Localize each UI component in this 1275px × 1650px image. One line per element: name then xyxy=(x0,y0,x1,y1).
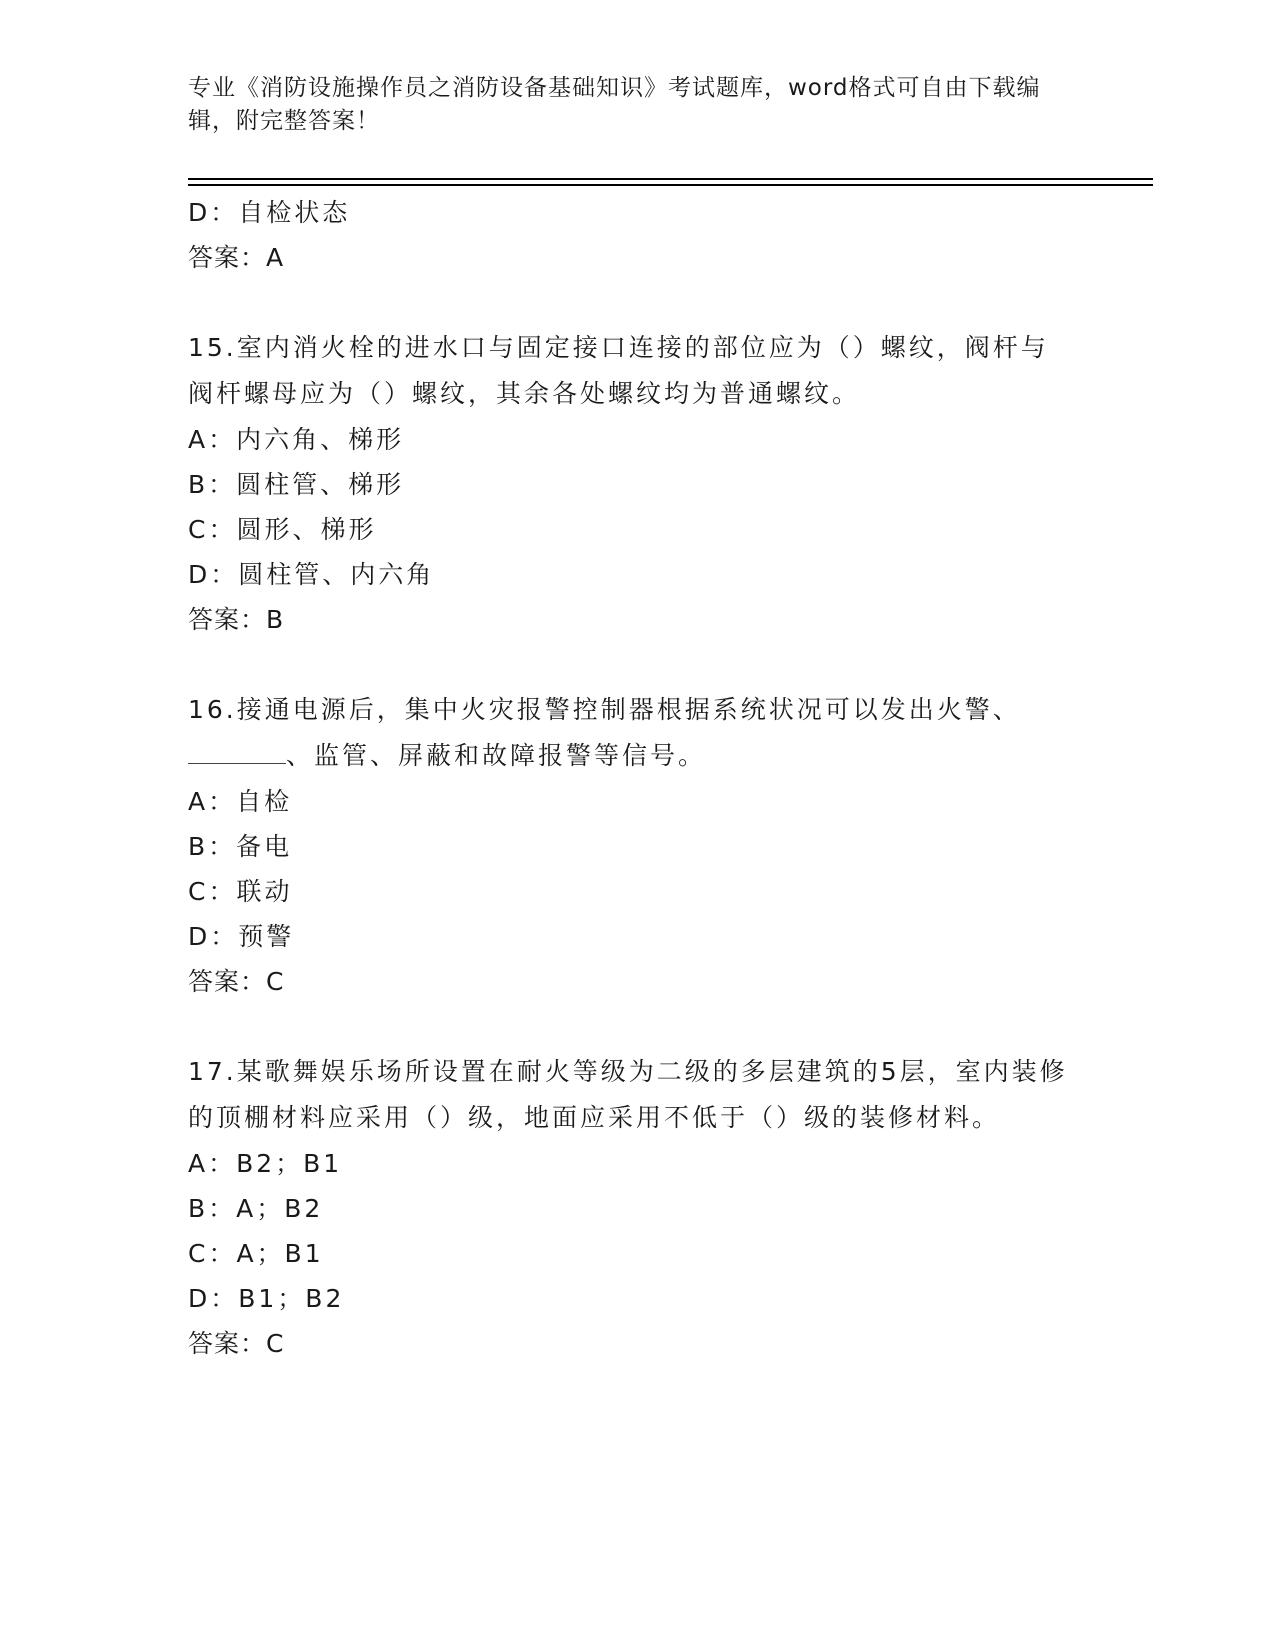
header-rule-bottom xyxy=(188,184,1153,186)
answer-line: 答案：A xyxy=(188,243,285,272)
option-b: B：备电 xyxy=(188,832,293,861)
option-c: C：圆形、梯形 xyxy=(188,515,377,544)
header-rule-top xyxy=(188,178,1153,180)
option-a: A：B2；B1 xyxy=(188,1149,343,1178)
question-stem xyxy=(188,687,1068,779)
spacer xyxy=(188,280,1088,325)
option-d: D：预警 xyxy=(188,922,295,951)
answer-line: 答案：B xyxy=(188,605,285,634)
option-a: A：自检 xyxy=(188,787,293,816)
fill-in-blank xyxy=(188,741,286,764)
question-stem: 17.某歌舞娱乐场所设置在耐火等级为二级的多层建筑的5层，室内装修的顶棚材料应采用（）级，地面应采用不低于（）级的装修材料。 xyxy=(188,1057,1068,1132)
question-16 xyxy=(188,687,1088,1004)
option-d: D：自检状态 xyxy=(188,198,351,227)
question-stem: 15.室内消火栓的进水口与固定接口连接的部位应为（）螺纹，阀杆与阀杆螺母应为（）螺纹，其余各处螺纹均为普通螺纹。 xyxy=(188,333,1049,408)
previous-question-tail xyxy=(188,190,1088,280)
option-b: B：圆柱管、梯形 xyxy=(188,470,405,499)
question-stem-part2: 、监管、屏蔽和故障报警等信号。 xyxy=(286,741,707,770)
option-d: D：圆柱管、内六角 xyxy=(188,560,435,589)
answer-line: 答案：C xyxy=(188,967,285,996)
option-b: B：A；B2 xyxy=(188,1194,324,1223)
option-c: C：联动 xyxy=(188,877,293,906)
question-stem-part1: 16.接通电源后，集中火灾报警控制器根据系统状况可以发出火警、 xyxy=(188,695,1021,724)
question-17 xyxy=(188,1049,1088,1366)
document-header: 专业《消防设施操作员之消防设备基础知识》考试题库，word格式可自由下载编辑，附完整答案！ xyxy=(188,75,1041,134)
option-d: D：B1；B2 xyxy=(188,1284,345,1313)
spacer xyxy=(188,1004,1088,1049)
answer-line: 答案：C xyxy=(188,1329,285,1358)
question-15 xyxy=(188,325,1088,642)
option-c: C：A；B1 xyxy=(188,1239,324,1268)
spacer xyxy=(188,642,1088,687)
option-a: A：内六角、梯形 xyxy=(188,425,405,454)
question-list xyxy=(188,190,1088,1366)
